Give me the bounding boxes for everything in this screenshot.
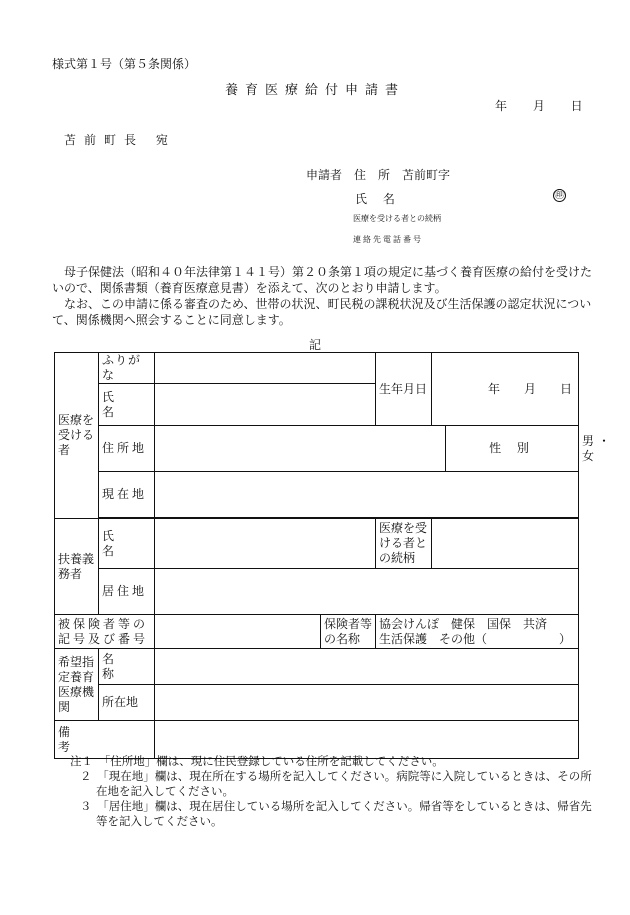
body-paragraph-2: なお、この申請に係る審査のため、世帯の状況、町民税の課税状況及び生活保護の認定状況について、関係機関へ照会することに同意します。 (52, 297, 592, 327)
insured-number-label: 被保険者等の記号及び番号 (55, 615, 155, 649)
furigana-field[interactable] (155, 353, 376, 384)
hospital-group-label: 希望指定養育医療機関 (55, 649, 99, 721)
sex-label: 性 別 (446, 426, 579, 472)
form-number: 様式第１号（第５条関係） (52, 57, 197, 71)
birthdate-label: 生年月日 (376, 353, 432, 426)
patient-name-field[interactable] (155, 384, 376, 426)
hospital-name-field[interactable] (155, 649, 579, 685)
insurer-name-label: 保険者等の名称 (321, 615, 376, 649)
insured-number-field[interactable] (155, 615, 321, 649)
patient-name-label: 氏 名 (99, 384, 155, 426)
date-line[interactable]: 年 月 日 (495, 99, 583, 113)
insurer-options-line-1: 協会けんぽ 健保 国保 共済 (379, 616, 548, 631)
applicant-phone-label[interactable]: 連絡先電話番号 (353, 235, 423, 244)
relation-field[interactable] (432, 519, 579, 569)
note-1: 注１ 「住所地」欄は、現に住民登録している住所を記載してください。 (70, 754, 444, 768)
applicant-relation-label[interactable]: 医療を受ける者との続柄 (353, 214, 441, 223)
furigana-label: ふりがな (99, 353, 155, 384)
note-3: ３ 「居住地」欄は、現在居住している場所を記入してください。帰省等をしているときは、帰省先等を記入してください。 (80, 799, 592, 828)
birthdate-field[interactable]: 年 月 日 (432, 353, 579, 426)
ki-heading: 記 (308, 338, 321, 352)
patient-group-label: 医療を受ける者 (55, 353, 99, 519)
insurer-options[interactable] (376, 615, 579, 649)
current-address-field[interactable] (155, 472, 579, 518)
application-table: 医療を受ける者 ふりがな 生年月日 年 月 日 氏 名 住所地 性 別 男・女 現在地 扶養義務者 氏 名 医療を受ける者との続柄 居住地 被保険者等の記号及び番号 保険者等の名称 協会けんぽ 健保 国保 共済 生活保護 その他（ ） 希望指定養育医療機関 名 称 所在地 備 考 (54, 352, 579, 759)
insurer-options-line-2: 生活保護 その他（ ） (379, 631, 572, 646)
applicant-address-label[interactable]: 申請者 住 所 苫前町字 (306, 168, 451, 182)
residence-label: 居住地 (99, 569, 155, 615)
seal-icon: ㊞ (554, 190, 565, 201)
guardian-name-label: 氏 名 (99, 519, 155, 569)
remarks-label: 備 考 (55, 721, 155, 759)
notes (60, 754, 600, 829)
guardian-group-label: 扶養義務者 (55, 519, 99, 615)
guardian-name-field[interactable] (155, 519, 376, 569)
address-field[interactable] (155, 426, 446, 472)
note-2: ２ 「現在地」欄は、現在所在する場所を記入してください。病院等に入院しているときは、その所在地を記入してください。 (80, 769, 592, 798)
address-label: 住所地 (99, 426, 155, 472)
hospital-address-label: 所在地 (99, 685, 155, 721)
relation-label: 医療を受ける者との続柄 (376, 519, 432, 569)
hospital-address-field[interactable] (155, 685, 579, 721)
applicant-name-label[interactable]: 氏 名 (355, 192, 401, 206)
addressee: 苫前町長 宛 (64, 133, 176, 147)
body-paragraph-1: 母子保健法（昭和４０年法律第１４１号）第２０条第１項の規定に基づく養育医療の給付を受けたいので、関係書類（養育医療意見書）を添えて、次のとおり申請します。 (52, 265, 593, 295)
hospital-name-label: 名 称 (99, 649, 155, 685)
residence-field[interactable] (155, 569, 579, 615)
remarks-field[interactable] (155, 721, 579, 759)
seal-mark (553, 189, 566, 202)
current-address-label: 現在地 (99, 472, 155, 518)
document-title: 養育医療給付申請書 (224, 83, 405, 98)
